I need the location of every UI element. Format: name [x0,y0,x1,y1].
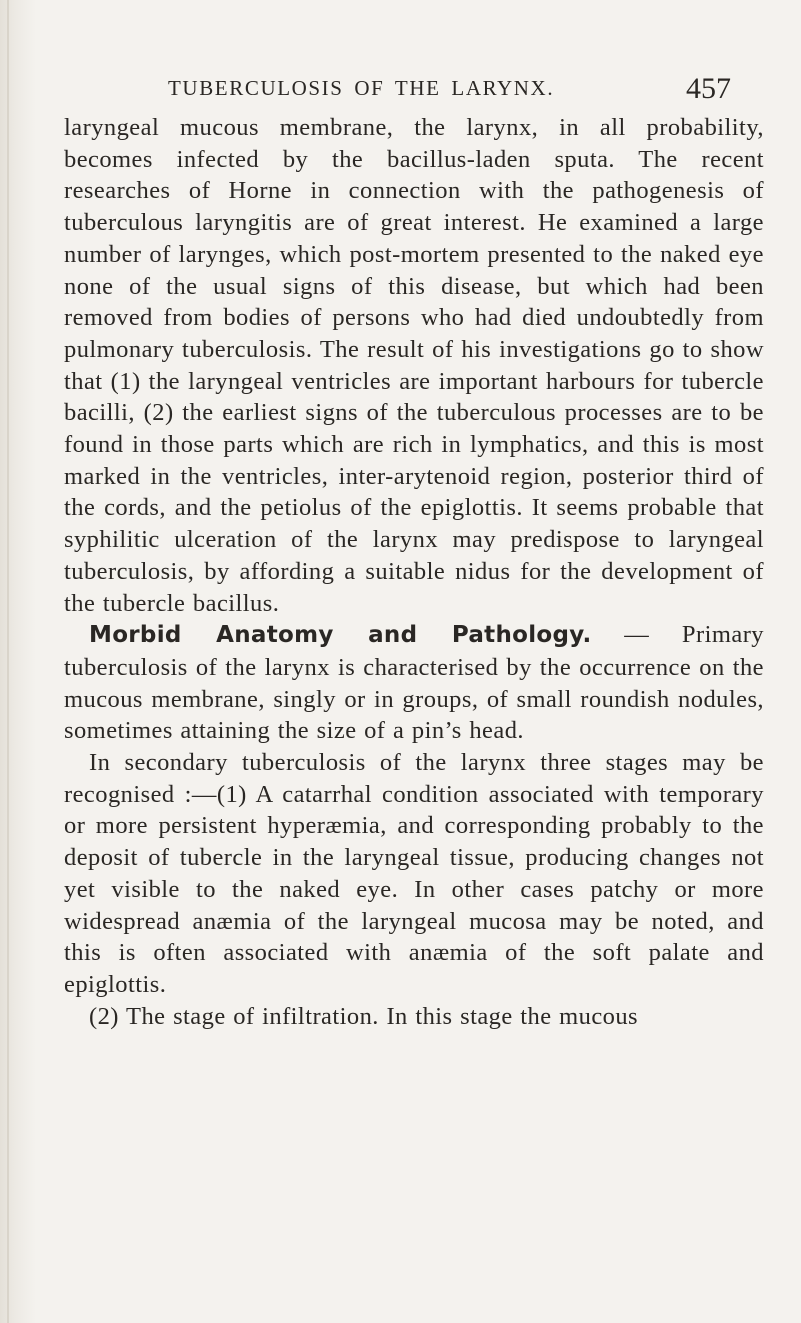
paragraph-1: laryngeal mucous membrane, the larynx, in all probability, becomes infected by the bacillus-laden sputa. The recent researches of Horne in connection with the pathogenesis of tuberculous laryngitis are of great interest. He examined a large number of larynges, which post-mortem presented to the naked eye none of the usual signs of this disease, but which had been removed from bodies of persons who had died undoubtedly from pulmonary tuberculosis. The result of his investigations go to show that (1) the laryngeal ventricles are important harbours for tubercle bacilli, (2) the earliest signs of the tuberculous processes are to be found in those parts which are rich in lymphatics, and this is most marked in the ventricles, inter-arytenoid region, posterior third of the cords, and the petiolus of the epiglottis. It seems probable that syphilitic ulceration of the larynx may predispose to laryngeal tuberculosis, by affording a suitable nidus for the development of the tubercle bacillus. [64,114,764,617]
binding-shadow [7,0,9,1323]
paragraph-4: (2) The stage of infiltration. In this stage the mucous [89,1002,639,1030]
page-edge [0,0,36,1323]
body-text [64,112,764,1032]
paragraph-2 [64,619,764,747]
paragraph-2-text: — Primary tuberculosis of the larynx is characterised by the occurrence on the mucous membrane, singly or in groups, of small roundish nodules, sometimes attaining the size of a pin’s head. [64,621,765,745]
section-heading: Morbid Anatomy and Pathology. [89,622,592,649]
paragraph-3: In secondary tuberculosis of the larynx three stages may be recognised :—(1) A catarrhal condition associated with temporary or more persistent hyperæmia, and corresponding probably to the deposit of tubercle in the laryngeal tissue, producing changes not yet visible to the naked eye. In other cases patchy or more widespread anæmia of the laryngeal mucosa may be noted, and this is often associated with anæmia of the soft palate and epiglottis. [64,749,764,998]
page-number: 457 [686,72,731,105]
running-head: TUBERCULOSIS OF THE LARYNX. [168,76,555,100]
